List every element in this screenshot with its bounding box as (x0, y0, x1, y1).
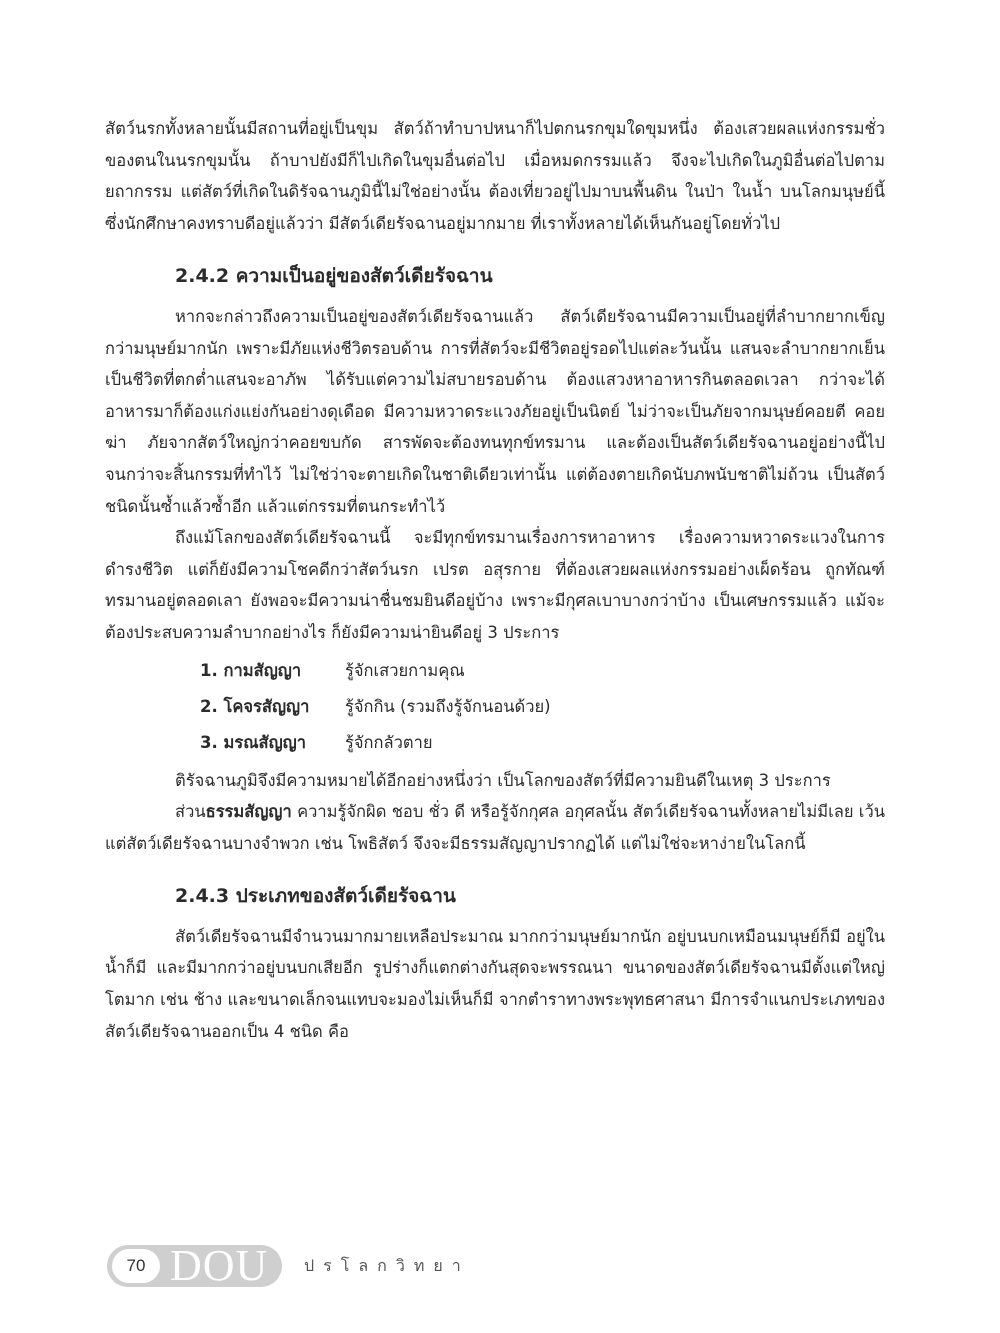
paragraph-prefix: ส่วน (175, 802, 206, 822)
section-heading-2-4-3: 2.4.3 ประเภทของสัตว์เดียรัจฉาน (175, 885, 456, 908)
paragraph: หากจะกล่าวถึงความเป็นอยู่ของสัตว์เดียรัจฉานแล้ว สัตว์เดียรัจฉานมีความเป็นอยู่ที่ลำบากยากเข็ญกว่ามนุษย์มากนัก เพราะมีภัยแห่งชีวิตรอบด้าน การที่สัตว์จะมีชีวิตอยู่รอดไปแต่ละวันนั้น แสนจะลำบากยากเย็น เป็นชีวิตที่ตกต่ำแสนจะอาภัพ ได้รับแต่ความไม่สบายรอบด้าน ต้องแสวงหาอาหารกินตลอดเวลา กว่าจะได้อาหารมาก็ต้องแก่งแย่งกันอย่างดุเดือด มีความหวาดระแวงภัยอยู่เป็นนิตย์ ไม่ว่าจะเป็นภัยจากมนุษย์คอยตี คอยฆ่า ภัยจากสัตว์ใหญ่กว่าคอยขบกัด สารพัดจะต้องทนทุกข์ทรมาน และต้องเป็นสัตว์เดียรัจฉานอยู่อย่างนี้ไปจนกว่าจะสิ้นกรรมที่ทำไว้ ไม่ใช่ว่าจะตายเกิดในชาติเดียวเท่านั้น แต่ต้องตายเกิดนับภพนับชาติไม่ถ้วน เป็นสัตว์ชนิดนั้นซ้ำแล้วซ้ำอีก แล้วแต่กรรมที่ตนกระทำไว้ (105, 306, 885, 516)
list-item-term: 2. โคจรสัญญา (200, 696, 310, 716)
page-number: 70 (112, 1249, 160, 1283)
paragraph: ถึงแม้โลกของสัตว์เดียรัจฉานนี้ จะมีทุกข์ทรมานเรื่องการหาอาหาร เรื่องความหวาดระแวงในการดำรงชีวิต แต่ก็ยังมีความโชคดีกว่าสัตว์นรก เปรต อสุรกาย ที่ต้องเสวยผลแห่งกรรมอย่างเผ็ดร้อน ถูกทัณฑ์ทรมานอยู่ตลอดเลา ยังพอจะมีความน่าชื่นชมยินดีอยู่บ้าง เพราะมีกุศลเบาบางกว่าบ้าง เป็นเศษกรรมแล้ว แม้จะต้องประสบความลำบากอย่างไร ก็ยังมีความน่ายินดีอยู่ 3 ประการ (105, 528, 885, 642)
paragraph-rest: ความรู้จักผิด ชอบ ชั่ว ดี หรือรู้จักกุศล อกุศลนั้น สัตว์เดียรัจฉานทั้งหลายไม่มีเลย เว้นแต่สัตว์เดียรัจฉานบางจำพวก เช่น โพธิสัตว์ จึงจะมีธรรมสัญญาปรากฏได้ แต่ไม่ใช่จะหาง่ายในโลกนี้ (105, 802, 885, 853)
perception-list (105, 653, 885, 761)
course-title: ปรโลกวิทยา (304, 1255, 470, 1275)
paragraph: สัตว์เดียรัจฉานมีจำนวนมากมายเหลือประมาณ มากกว่ามนุษย์มากนัก อยู่บนบกเหมือนมนุษย์ก็มี อยู่ในน้ำก็มี และมีมากกว่าอยู่บนบกเสียอีก รูปร่างก็แตกต่างกันสุดจะพรรณนา ขนาดของสัตว์เดียรัจฉานมีตั้งแต่ใหญ่โตมาก เช่น ช้าง และขนาดเล็กจนแทบจะมองไม่เห็นก็มี จากตำราทางพระพุทธศาสนา มีการจำแนกประเภทของสัตว์เดียรัจฉานออกเป็น 4 ชนิด คือ (105, 926, 885, 1041)
paragraph: ติรัจฉานภูมิจึงมีความหมายได้อีกอย่างหนึ่งว่า เป็นโลกของสัตว์ที่มีความยินดีในเหตุ 3 ประการ (175, 770, 831, 790)
dou-logo: DOU (170, 1241, 269, 1290)
bold-term: ธรรมสัญญา (205, 802, 292, 822)
paragraph (105, 796, 885, 859)
section-heading-2-4-2: 2.4.2 ความเป็นอยู่ของสัตว์เดียรัจฉาน (175, 265, 493, 288)
list-item (105, 653, 885, 689)
page-footer (107, 1241, 470, 1290)
list-item-term: 3. มรณสัญญา (200, 732, 306, 752)
paragraph: สัตว์นรกทั้งหลายนั้นมีสถานที่อยู่เป็นขุม สัตว์ถ้าทำบาปหนาก็ไปตกนรกขุมใดขุมหนึ่ง ต้องเสวยผลแห่งกรรมชั่วของตนในนรกขุมนั้น ถ้าบาปยังมีก็ไปเกิดในขุมอื่นต่อไป เมื่อหมดกรรมแล้ว จึงจะไปเกิดในภูมิอื่นต่อไปตามยถากรรม แต่สัตว์ที่เกิดในดิรัจฉานภูมินี้ไม่ใช่อย่างนั้น ต้องเที่ยวอยู่ไปมาบนพื้นดิน ในป่า ในน้ำ บนโลกมนุษย์นี้ ซึ่งนักศึกษาคงทราบดีอยู่แล้วว่า มีสัตว์เดียรัจฉานอยู่มากมาย ที่เราทั้งหลายได้เห็นกันอยู่โดยทั่วไป (105, 119, 885, 233)
list-item (105, 689, 885, 725)
list-item-term: 1. กามสัญญา (200, 660, 302, 680)
list-item-desc: รู้จักกิน (รวมถึงรู้จักนอนด้วย) (345, 696, 551, 716)
page-content (105, 113, 885, 1047)
list-item (105, 725, 885, 761)
list-item-desc: รู้จักกลัวตาย (345, 732, 433, 752)
footer-badge (107, 1241, 282, 1290)
list-item-desc: รู้จักเสวยกามคุณ (345, 660, 465, 680)
